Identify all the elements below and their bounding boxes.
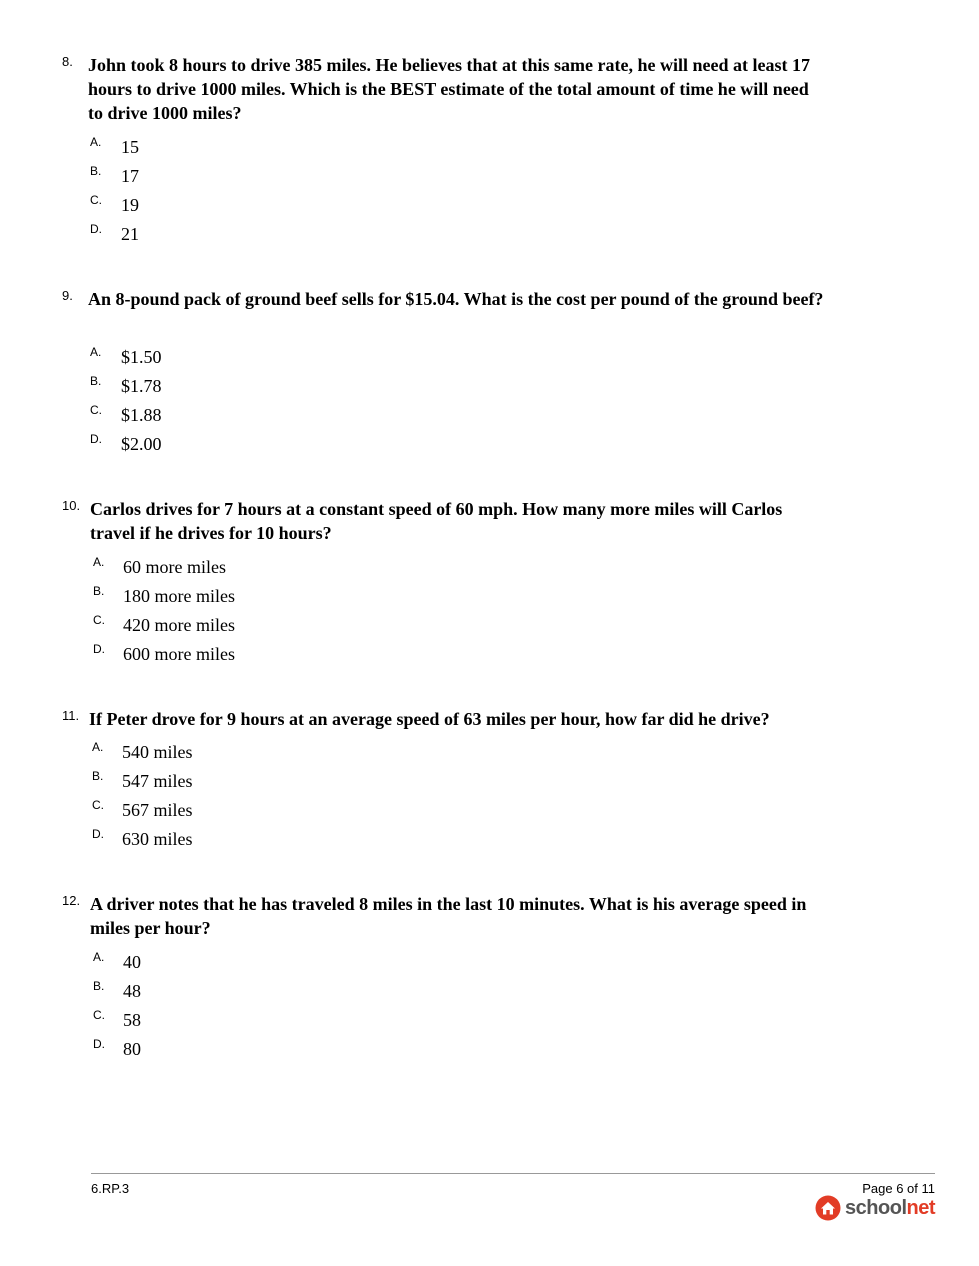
option-text: $1.78 (121, 376, 162, 396)
option-text: $2.00 (121, 434, 162, 454)
option-text: $1.88 (121, 405, 162, 425)
option-letter: B. (92, 769, 104, 783)
question-text: John took 8 hours to drive 385 miles. He believes that at this same rate, he will need at least 17 hours to drive 1000 miles. Which is the BEST estimate of the total amount of time he will need to drive 1000 miles? (88, 55, 810, 123)
brand-school: school (845, 1196, 907, 1219)
page-number: Page 6 of 11 (862, 1181, 935, 1196)
option-letter: C. (93, 613, 105, 627)
option-text: 80 (123, 1039, 141, 1059)
option-text: 19 (121, 195, 139, 215)
standard-code: 6.RP.3 (91, 1181, 130, 1196)
option-letter: D. (90, 432, 102, 446)
option-letter: B. (93, 584, 105, 598)
option-letter: A. (90, 345, 102, 359)
option-text: 40 (123, 952, 141, 972)
option-letter: C. (90, 403, 102, 417)
option-letter: D. (93, 642, 105, 656)
option-text: 48 (123, 981, 141, 1001)
question-text: An 8-pound pack of ground beef sells for $15.04. What is the cost per pound of the ground beef? (88, 289, 824, 309)
question-number: 11. (62, 708, 80, 723)
option-letter: A. (93, 950, 105, 964)
question-number: 12. (62, 893, 81, 908)
option-text: $1.50 (121, 347, 162, 367)
option-text: 547 miles (122, 771, 193, 791)
option-letter: A. (90, 135, 102, 149)
option-text: 420 more miles (123, 615, 235, 635)
option-letter: C. (93, 1008, 105, 1022)
question-text: Carlos drives for 7 hours at a constant speed of 60 mph. How many more miles will Carlos travel if he drives for 10 hours? (90, 499, 783, 543)
question-text: A driver notes that he has traveled 8 miles in the last 10 minutes. What is his average speed in miles per hour? (90, 894, 807, 938)
option-text: 180 more miles (123, 586, 235, 606)
option-letter: D. (90, 222, 102, 236)
option-text: 21 (121, 224, 139, 244)
option-letter: B. (90, 374, 102, 388)
option-letter: B. (90, 164, 102, 178)
footer-divider (91, 1173, 935, 1174)
option-letter: A. (93, 555, 105, 569)
option-text: 58 (123, 1010, 141, 1030)
option-text: 630 miles (122, 829, 193, 849)
question-text: If Peter drove for 9 hours at an average speed of 63 miles per hour, how far did he drive? (89, 709, 770, 729)
question-number: 9. (62, 288, 73, 303)
brand-net: net (906, 1196, 935, 1219)
question-number: 8. (62, 54, 73, 69)
option-text: 540 miles (122, 742, 193, 762)
option-text: 60 more miles (123, 557, 226, 577)
option-letter: C. (90, 193, 102, 207)
schoolnet-logo (815, 1195, 935, 1221)
option-letter: D. (92, 827, 104, 841)
option-text: 567 miles (122, 800, 193, 820)
question-number: 10. (62, 498, 81, 513)
house-logo-icon (815, 1195, 841, 1221)
option-letter: B. (93, 979, 105, 993)
option-text: 17 (121, 166, 139, 186)
option-letter: D. (93, 1037, 105, 1051)
option-letter: C. (92, 798, 104, 812)
brand-name (845, 1197, 935, 1220)
option-letter: A. (92, 740, 104, 754)
option-text: 600 more miles (123, 644, 235, 664)
option-text: 15 (121, 137, 139, 157)
